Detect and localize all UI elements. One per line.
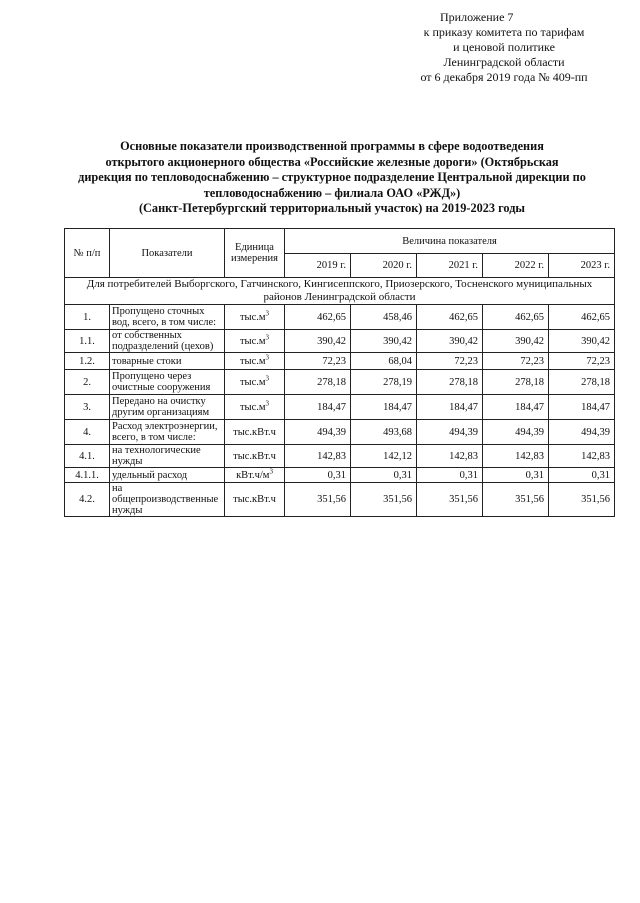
row-num: 4. — [65, 420, 110, 445]
row-value: 278,18 — [549, 370, 615, 395]
row-num: 1. — [65, 305, 110, 330]
title-line: открытого акционерного общества «Российские железные дороги» (Октябрьская — [105, 154, 559, 169]
annex-title: Приложение 7 — [440, 10, 514, 24]
unit-superscript: 3 — [265, 353, 270, 361]
annex-line: к приказу комитета по тарифам — [423, 25, 585, 39]
row-num: 4.1.1. — [65, 468, 110, 483]
row-value: 351,56 — [549, 483, 615, 517]
row-num: 3. — [65, 395, 110, 420]
row-value: 0,31 — [417, 468, 483, 483]
row-value: 351,56 — [483, 483, 549, 517]
table-row — [65, 420, 615, 445]
row-value: 72,23 — [549, 353, 615, 370]
title-line: дирекция по тепловодоснабжению – структурное подразделение Центральной дирекции по — [78, 170, 586, 184]
row-value: 462,65 — [285, 305, 351, 330]
row-unit — [225, 468, 285, 483]
header-year: 2023 г. — [549, 254, 615, 278]
row-value: 72,23 — [285, 353, 351, 370]
row-value: 0,31 — [351, 468, 417, 483]
unit-text: тыс.кВт.ч — [233, 450, 276, 462]
row-value: 494,39 — [549, 420, 615, 445]
unit-superscript: 3 — [265, 309, 270, 317]
unit-superscript: 3 — [265, 399, 270, 407]
annex-line: Ленинградской области — [443, 55, 565, 69]
row-unit — [225, 305, 285, 330]
unit-text: тыс.кВт.ч — [233, 494, 276, 505]
row-value: 494,39 — [285, 420, 351, 445]
row-value: 493,68 — [351, 420, 417, 445]
unit-superscript: 3 — [265, 374, 270, 382]
row-num: 4.1. — [65, 445, 110, 468]
header-unit: Единица измерения — [225, 229, 285, 278]
row-value: 390,42 — [483, 330, 549, 353]
annex-date: от 6 декабря 2019 года № 409-пп — [420, 70, 588, 84]
row-value: 458,46 — [351, 305, 417, 330]
row-value: 462,65 — [417, 305, 483, 330]
row-value: 142,83 — [483, 445, 549, 468]
row-value: 142,83 — [549, 445, 615, 468]
row-value: 390,42 — [417, 330, 483, 353]
row-unit — [225, 395, 285, 420]
row-num: 4.2. — [65, 483, 110, 517]
row-value: 142,12 — [351, 445, 417, 468]
table-row — [65, 483, 615, 517]
header-num: № п/п — [65, 229, 110, 278]
row-unit — [225, 483, 285, 517]
row-value: 462,65 — [483, 305, 549, 330]
unit-text: тыс.м — [239, 311, 266, 323]
row-value: 72,23 — [417, 353, 483, 370]
row-unit — [225, 370, 285, 395]
row-value: 184,47 — [285, 395, 351, 420]
row-value: 184,47 — [417, 395, 483, 420]
unit-text: кВт.ч/м — [236, 469, 270, 481]
row-value: 184,47 — [549, 395, 615, 420]
indicators-table — [64, 228, 615, 517]
row-value: 390,42 — [285, 330, 351, 353]
title-line: Основные показатели производственной программы в сфере водоотведения — [120, 139, 544, 153]
annex-line: и ценовой политике — [453, 40, 555, 54]
table-row — [65, 445, 615, 468]
row-value: 278,19 — [351, 370, 417, 395]
row-value: 462,65 — [549, 305, 615, 330]
row-value: 184,47 — [483, 395, 549, 420]
row-value: 142,83 — [285, 445, 351, 468]
row-indicator: Пропущено через очистные сооружения — [110, 370, 225, 395]
unit-text: тыс.м — [239, 355, 266, 367]
row-indicator: Пропущено сточных вод, всего, в том числе: — [110, 305, 225, 330]
table-row — [65, 353, 615, 370]
row-indicator: от собственных подразделений (цехов) — [110, 330, 225, 353]
row-num: 2. — [65, 370, 110, 395]
group-row: Для потребителей Выборгского, Гатчинского, Кингисеппского, Приозерского, Тосненского муниципальных районов Ленинградской области — [65, 278, 615, 305]
header-value: Величина показателя — [285, 229, 615, 254]
row-num: 1.2. — [65, 353, 110, 370]
unit-superscript: 3 — [269, 467, 273, 475]
table-row — [65, 370, 615, 395]
row-indicator: удельный расход — [110, 468, 225, 483]
document-title — [52, 139, 612, 217]
header-year: 2021 г. — [417, 254, 483, 278]
row-unit — [225, 445, 285, 468]
row-value: 494,39 — [483, 420, 549, 445]
row-value: 142,83 — [417, 445, 483, 468]
header-year: 2019 г. — [285, 254, 351, 278]
unit-text: тыс.м — [239, 376, 266, 388]
row-value: 390,42 — [351, 330, 417, 353]
row-value: 351,56 — [285, 483, 351, 517]
row-indicator: товарные стоки — [110, 353, 225, 370]
row-value: 278,18 — [285, 370, 351, 395]
row-unit — [225, 330, 285, 353]
row-value: 0,31 — [549, 468, 615, 483]
row-indicator: Расход электроэнергии, всего, в том числе: — [110, 420, 225, 445]
row-value: 68,04 — [351, 353, 417, 370]
title-line: тепловодоснабжению – филиала ОАО «РЖД») — [203, 185, 461, 200]
unit-text: тыс.кВт.ч — [233, 426, 276, 438]
row-unit — [225, 420, 285, 445]
row-value: 494,39 — [417, 420, 483, 445]
row-value: 351,56 — [351, 483, 417, 517]
header-year: 2020 г. — [351, 254, 417, 278]
annex-block — [384, 10, 624, 85]
row-value: 278,18 — [417, 370, 483, 395]
row-indicator: на технологические нужды — [110, 445, 225, 468]
row-value: 278,18 — [483, 370, 549, 395]
row-value: 0,31 — [483, 468, 549, 483]
table-row — [65, 330, 615, 353]
row-value: 0,31 — [285, 468, 351, 483]
table-row — [65, 468, 615, 483]
row-value: 72,23 — [483, 353, 549, 370]
unit-text: тыс.м — [239, 335, 266, 347]
table-row — [65, 395, 615, 420]
row-indicator: Передано на очистку другим организациям — [110, 395, 225, 420]
row-value: 184,47 — [351, 395, 417, 420]
unit-text: тыс.м — [239, 401, 266, 413]
header-indicator: Показатели — [110, 229, 225, 278]
unit-superscript: 3 — [265, 333, 270, 341]
row-unit — [225, 353, 285, 370]
row-num: 1.1. — [65, 330, 110, 353]
table-row — [65, 305, 615, 330]
title-line: (Санкт-Петербургский территориальный участок) на 2019-2023 годы — [138, 201, 526, 215]
row-indicator: на общепроизводственные нужды — [110, 483, 225, 517]
header-year: 2022 г. — [483, 254, 549, 278]
row-value: 390,42 — [549, 330, 615, 353]
row-value: 351,56 — [417, 483, 483, 517]
